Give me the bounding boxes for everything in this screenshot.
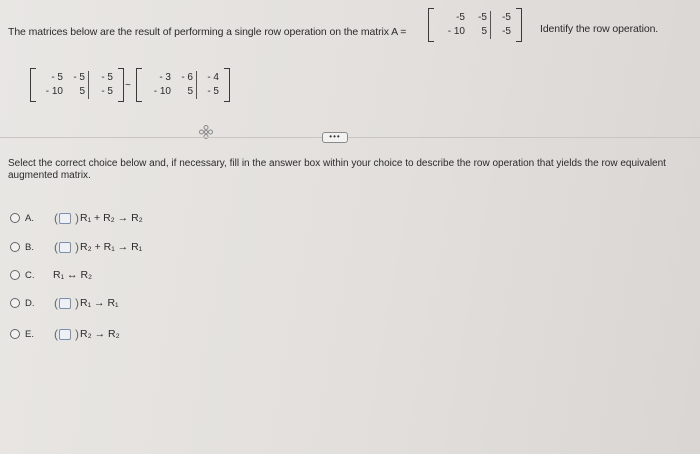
choice-d-letter: D.: [25, 297, 35, 309]
matrix-a-cell: -5: [490, 25, 514, 39]
choice-d-radio[interactable]: [10, 298, 20, 308]
matrix-right-cell: - 5: [196, 85, 222, 99]
choice-b[interactable]: [10, 239, 142, 255]
matrix-right-cell: - 4: [196, 71, 222, 85]
row-equivalent-symbol: ~: [125, 80, 131, 91]
choice-e-radio[interactable]: [10, 329, 20, 339]
matrix-right-cell: 5: [187, 86, 193, 97]
matrix-left-right-bracket: [118, 68, 124, 102]
paren-close: ): [75, 296, 79, 310]
choice-e[interactable]: [10, 326, 120, 342]
paren-open: (: [54, 240, 58, 254]
more-options-button[interactable]: •••: [322, 132, 348, 143]
choice-a-expression: R₁ + R₂ → R₂: [80, 212, 143, 224]
paren-close: ): [75, 240, 79, 254]
paren-open: (: [54, 296, 58, 310]
choice-a-radio[interactable]: [10, 213, 20, 223]
matrix-right-cell: - 3: [159, 72, 171, 83]
paren-close: ): [75, 211, 79, 225]
choice-a[interactable]: [10, 210, 143, 226]
choice-d-answer-box[interactable]: [59, 298, 71, 309]
paren-close: ): [75, 327, 79, 341]
choice-d-expression: R₁ → R₁: [80, 297, 119, 309]
matrix-left: [30, 68, 124, 102]
matrix-left-cell: - 5: [88, 71, 116, 85]
choice-d[interactable]: [10, 295, 119, 311]
choice-b-radio[interactable]: [10, 242, 20, 252]
matrix-right-cell: - 6: [181, 72, 193, 83]
choice-c-letter: C.: [25, 269, 35, 281]
matrix-a-cell: 5: [481, 26, 487, 37]
instructions-text: Select the correct choice below and, if necessary, fill in the answer box within your choice to describe the row operation that yields the row equivalent augmented matrix.: [8, 158, 666, 181]
choice-e-expression: R₂ → R₂: [80, 328, 120, 340]
matrix-a-cell: - 10: [447, 26, 465, 37]
matrix-a: [428, 8, 522, 42]
choice-a-answer-box[interactable]: [59, 213, 71, 224]
matrix-a-cell: -5: [456, 12, 465, 23]
choice-a-letter: A.: [25, 212, 34, 224]
choice-c-expression: R₁ ↔ R₂: [53, 269, 93, 281]
matrix-left-cell: - 5: [73, 72, 85, 83]
choice-e-letter: E.: [25, 328, 34, 340]
question-text: The matrices below are the result of performing a single row operation on the matrix A =: [8, 26, 407, 38]
matrix-a-cell: -5: [490, 11, 514, 25]
matrix-a-cell: -5: [478, 12, 487, 23]
choice-c-radio[interactable]: [10, 270, 20, 280]
matrix-right-cell: - 10: [153, 86, 171, 97]
matrix-left-cell: 5: [79, 86, 85, 97]
matrix-left-cell: - 10: [45, 86, 63, 97]
choice-c[interactable]: [10, 267, 92, 283]
matrix-a-right-bracket: [516, 8, 522, 42]
question-suffix: Identify the row operation.: [540, 23, 659, 35]
matrix-left-cell: - 5: [88, 85, 116, 99]
matrix-right-right-bracket: [224, 68, 230, 102]
paren-open: (: [54, 211, 58, 225]
choice-b-expression: R₂ + R₁ → R₁: [80, 241, 143, 253]
paren-open: (: [54, 327, 58, 341]
choice-e-answer-box[interactable]: [59, 329, 71, 340]
choice-b-letter: B.: [25, 241, 34, 253]
matrix-left-cell: - 5: [51, 72, 63, 83]
choice-b-answer-box[interactable]: [59, 242, 71, 253]
matrix-right: [136, 68, 230, 102]
section-divider: [0, 137, 700, 138]
